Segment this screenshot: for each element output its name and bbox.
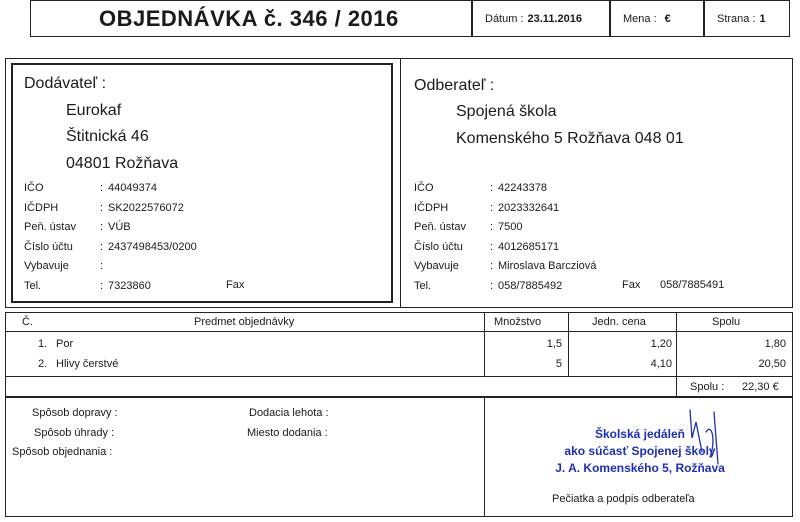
supplier-field-label: Tel. [24, 279, 42, 292]
ordering-label: Spôsob objednania : [12, 446, 113, 458]
supplier-fax-label: Fax [226, 279, 245, 291]
customer-field-value: 4012685171 [498, 240, 560, 253]
delivery-place-label: Miesto dodania : [247, 427, 328, 439]
customer-field-label: IČO [414, 182, 434, 194]
customer-field-colon: : [490, 260, 494, 272]
row-total: 20,50 [758, 358, 786, 370]
row-qty: 1,5 [546, 338, 562, 350]
page-label: Strana : [717, 12, 756, 25]
supplier-field-colon: : [100, 260, 104, 272]
supplier-field-value: 2437498453/0200 [108, 240, 197, 253]
supplier-field-value: 44049374 [108, 182, 157, 194]
customer-heading: Odberateľ : [414, 77, 495, 94]
customer-address: Komenského 5 Rožňava 048 01 [456, 130, 684, 147]
signature-caption: Pečiatka a podpis odberateľa [552, 493, 695, 505]
row-price: 1,20 [650, 338, 672, 350]
currency-box [610, 0, 704, 37]
supplier-field-value: VÚB [108, 221, 131, 233]
col-qty-header: Množstvo [494, 316, 542, 328]
stamp-line-3: J. A. Komenského 5, Rožňava [555, 461, 725, 475]
customer-field-colon: : [490, 221, 494, 233]
customer-field-value: 058/7885492 [498, 279, 563, 292]
customer-field-value: Miroslava Barcziová [498, 260, 597, 272]
supplier-city: 04801 Rožňava [66, 155, 179, 172]
customer-field-colon: : [490, 182, 494, 194]
document-title [30, 0, 472, 37]
supplier-field-colon: : [100, 279, 104, 292]
supplier-heading: Dodávateľ : [24, 75, 107, 92]
row-number: 1. [38, 338, 48, 350]
customer-stamp [500, 426, 780, 477]
date-label: Dátum : [485, 12, 524, 25]
supplier-field-label: IČO [24, 182, 44, 194]
date-box [472, 0, 610, 37]
currency-value: € [664, 12, 671, 25]
customer-name: Spojená škola [456, 103, 557, 120]
items-table [5, 312, 793, 397]
customer-field-label: IČDPH [414, 201, 449, 214]
title-text: OBJEDNÁVKA č. 346 / 2016 [99, 5, 399, 31]
customer-field-colon: : [490, 201, 494, 214]
customer-field-value: 7500 [498, 221, 523, 233]
col-item-header: Predmet objednávky [194, 316, 295, 328]
row-item: Hlivy čerstvé [56, 358, 119, 370]
col-price-header: Jedn. cena [592, 316, 646, 328]
row-qty: 5 [555, 358, 562, 370]
stamp-line-2: ako súčasť Spojenej školy [564, 444, 716, 458]
supplier-name: Eurokaf [66, 102, 122, 119]
customer-field-value: 2023332641 [498, 201, 560, 214]
customer-field-colon: : [490, 279, 494, 292]
row-item: Por [56, 338, 74, 350]
supplier-field-label: Vybavuje [24, 260, 69, 272]
supplier-field-value: 7323860 [108, 279, 151, 292]
supplier-field-label: Číslo účtu [24, 240, 73, 253]
row-price: 4,10 [650, 358, 672, 370]
page-box [704, 0, 790, 37]
date-value: 23.11.2016 [527, 12, 582, 25]
supplier-field-colon: : [100, 182, 104, 194]
customer-field-label: Číslo účtu [414, 240, 463, 253]
supplier-field-colon: : [100, 201, 104, 214]
supplier-field-label: IČDPH [24, 201, 59, 214]
customer-fax-label: Fax [622, 279, 641, 291]
customer-field-label: Peň. ústav [414, 221, 466, 233]
col-total-header: Spolu [712, 316, 741, 328]
row-number: 2. [38, 358, 48, 370]
sum-value: 22,30 € [742, 381, 779, 393]
currency-label: Mena : [623, 12, 657, 25]
signature-mark [680, 402, 730, 472]
col-no-header: Č. [22, 316, 33, 328]
supplier-field-value: SK2022576072 [108, 201, 184, 214]
customer-field-value: 42243378 [498, 182, 547, 194]
customer-field-label: Vybavuje [414, 260, 459, 272]
page-value: 1 [759, 12, 766, 25]
row-total: 1,80 [764, 338, 786, 350]
sum-label: Spolu : [690, 381, 725, 393]
customer-fax-value: 058/7885491 [660, 279, 725, 291]
supplier-field-label: Peň. ústav [24, 221, 76, 233]
customer-field-label: Tel. [414, 279, 432, 292]
stamp-line-1: Školská jedáleň [594, 427, 686, 441]
supplier-street: Štitnická 46 [66, 128, 149, 145]
supplier-field-colon: : [100, 221, 104, 233]
payment-label: Spôsob úhrady : [34, 427, 115, 439]
supplier-field-colon: : [100, 240, 104, 253]
transport-label: Spôsob dopravy : [32, 407, 118, 419]
delivery-term-label: Dodacia lehota : [249, 407, 329, 419]
customer-field-colon: : [490, 240, 494, 253]
